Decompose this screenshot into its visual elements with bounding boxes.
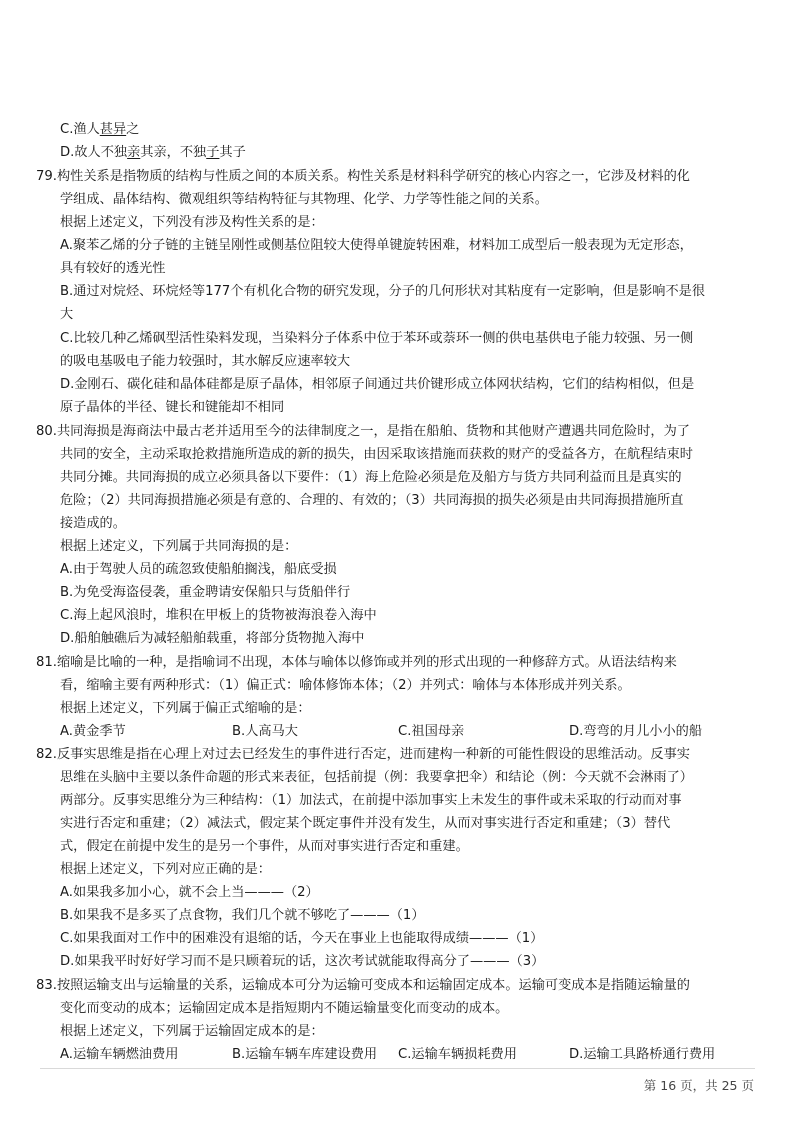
- q80-option-b: B.为免受海盗侵袭，重金聘请安保船只与货船伴行: [60, 585, 351, 600]
- option-d-prev-question: D.故人不独亲其亲，不独子其子: [60, 145, 246, 160]
- q81-option-a: A.黄金季节: [60, 724, 126, 739]
- q80-stem-line-2: 共同的安全，主动采取抢救措施所造成的新的损失，由因采取该措施而获救的财产的受益各方，在航程结束时: [60, 447, 693, 462]
- q80-option-c: C.海上起风浪时，堆积在甲板上的货物被海浪卷入海中: [60, 608, 377, 623]
- q79-option-d-line-1: D.金刚石、碳化硅和晶体硅都是原子晶体，相邻原子间通过共价键形成立体网状结构，它们的结构相似，但是: [60, 377, 695, 392]
- q81-option-d: D.弯弯的月儿小小的船: [569, 724, 703, 739]
- q82-stem-line-3: 两部分。反事实思维分为三种结构：（1）加法式，在前提中添加事实上未发生的事件或未采取的行动而对事: [60, 793, 682, 808]
- q79-option-c-line-2: 的吸电基吸电子能力较强时，其水解反应速率较大: [60, 354, 351, 369]
- q79-option-b-line-2: 大: [60, 307, 74, 322]
- q83-prompt: 根据上述定义，下列属于运输固定成本的是：: [60, 1024, 324, 1039]
- q79-option-d-line-2: 原子晶体的半径、键长和键能却不相同: [60, 400, 285, 415]
- q81-option-c: C.祖国母亲: [398, 724, 465, 739]
- q83-option-d: D.运输工具路桥通行费用: [569, 1047, 716, 1062]
- q83-option-a: A.运输车辆燃油费用: [60, 1047, 179, 1062]
- q81-option-b: B.人高马大: [232, 724, 298, 739]
- q81-stem-line-1: 81.缩喻是比喻的一种，是指喻词不出现，本体与喻体以修饰或并列的形式出现的一种修辞方式。从语法结构来: [36, 655, 677, 670]
- q80-stem-line-1: 80.共同海损是海商法中最古老并适用至今的法律制度之一，是指在船舶、货物和其他财产遭遇共同危险时，为了: [36, 424, 690, 439]
- q80-stem-line-4: 危险；（2）共同海损措施必须是有意的、合理的、有效的；（3）共同海损的损失必须是由共同海损措施所直: [60, 493, 684, 508]
- q83-option-c: C.运输车辆损耗费用: [398, 1047, 517, 1062]
- q82-option-a: A.如果我多加小心，就不会上当———（2）: [60, 885, 319, 900]
- q80-stem-line-3: 共同分摊。共同海损的成立必须具备以下要件：（1）海上危险必须是危及船方与货方共同利益而且是真实的: [60, 470, 682, 485]
- q83-stem-line-2: 变化而变动的成本；运输固定成本是指短期内不随运输量变化而变动的成本。: [60, 1001, 509, 1016]
- q82-stem-line-4: 实进行否定和重建；（2）减法式，假定某个既定事件并没有发生，从而对事实进行否定和重建；（3）替代: [60, 816, 671, 831]
- underlined-text: 子: [206, 145, 220, 160]
- q79-option-a-line-1: A.聚苯乙烯的分子链的主链呈刚性或侧基位阻较大使得单键旋转困难，材料加工成型后一般表现为无定形态，: [60, 238, 693, 253]
- q82-option-c: C.如果我面对工作中的困难没有退缩的话，今天在事业上也能取得成绩———（1）: [60, 931, 544, 946]
- option-c-prev-question: C.渔人甚异之: [60, 122, 140, 137]
- q82-option-b: B.如果我不是多买了点食物，我们几个就不够吃了———（1）: [60, 908, 425, 923]
- q79-stem-line-1: 79.构性关系是指物质的结构与性质之间的本质关系。构性关系是材料科学研究的核心内容之一，它涉及材料的化: [36, 169, 690, 184]
- q81-stem-line-2: 看，缩喻主要有两种形式：（1）偏正式：喻体修饰本体；（2）并列式：喻体与本体形成并列关系。: [60, 678, 631, 693]
- underlined-text: 甚异: [99, 122, 127, 137]
- page-number: 第 16 页，共 25 页: [643, 1078, 754, 1093]
- q79-stem-line-2: 学组成、晶体结构、微观组织等结构特征与其物理、化学、力学等性能之间的关系。: [60, 192, 548, 207]
- footer-divider: [40, 1068, 755, 1069]
- q79-prompt: 根据上述定义，下列没有涉及构性关系的是：: [60, 215, 324, 230]
- q79-option-a-line-2: 具有较好的透光性: [60, 261, 166, 276]
- q82-stem-line-1: 82.反事实思维是指在心理上对过去已经发生的事件进行否定，进而建构一种新的可能性假设的思维活动。反事实: [36, 747, 690, 762]
- q80-option-a: A.由于驾驶人员的疏忽致使船舶搁浅，船底受损: [60, 562, 337, 577]
- q83-option-b: B.运输车辆车库建设费用: [232, 1047, 378, 1062]
- q79-option-b-line-1: B.通过对烷烃、环烷烃等177个有机化合物的研究发现，分子的几何形状对其粘度有一定影响，但是影响不是很: [60, 284, 706, 299]
- q80-stem-line-5: 接造成的。: [60, 516, 126, 531]
- q83-stem-line-1: 83.按照运输支出与运输量的关系，运输成本可分为运输可变成本和运输固定成本。运输可变成本是指随运输量的: [36, 978, 690, 993]
- q82-stem-line-5: 式，假定在前提中发生的是另一个事件，从而对事实进行否定和重建。: [60, 839, 469, 854]
- q80-prompt: 根据上述定义，下列属于共同海损的是：: [60, 539, 298, 554]
- q82-stem-line-2: 思维在头脑中主要以条件命题的形式来表征，包括前提（例：我要拿把伞）和结论（例：今天就不会淋雨了）: [60, 770, 693, 785]
- q80-option-d: D.船舶触礁后为减轻船舶载重，将部分货物抛入海中: [60, 631, 365, 646]
- q82-option-d: D.如果我平时好好学习而不是只顾着玩的话，这次考试就能取得高分了———（3）: [60, 954, 545, 969]
- q81-prompt: 根据上述定义，下列属于偏正式缩喻的是：: [60, 701, 311, 716]
- q82-prompt: 根据上述定义，下列对应正确的是：: [60, 862, 271, 877]
- q79-option-c-line-1: C.比较几种乙烯砜型活性染料发现，当染料分子体系中位于苯环或萘环一侧的供电基供电子能力较强、另一侧: [60, 331, 694, 346]
- underlined-text: 亲: [127, 145, 141, 160]
